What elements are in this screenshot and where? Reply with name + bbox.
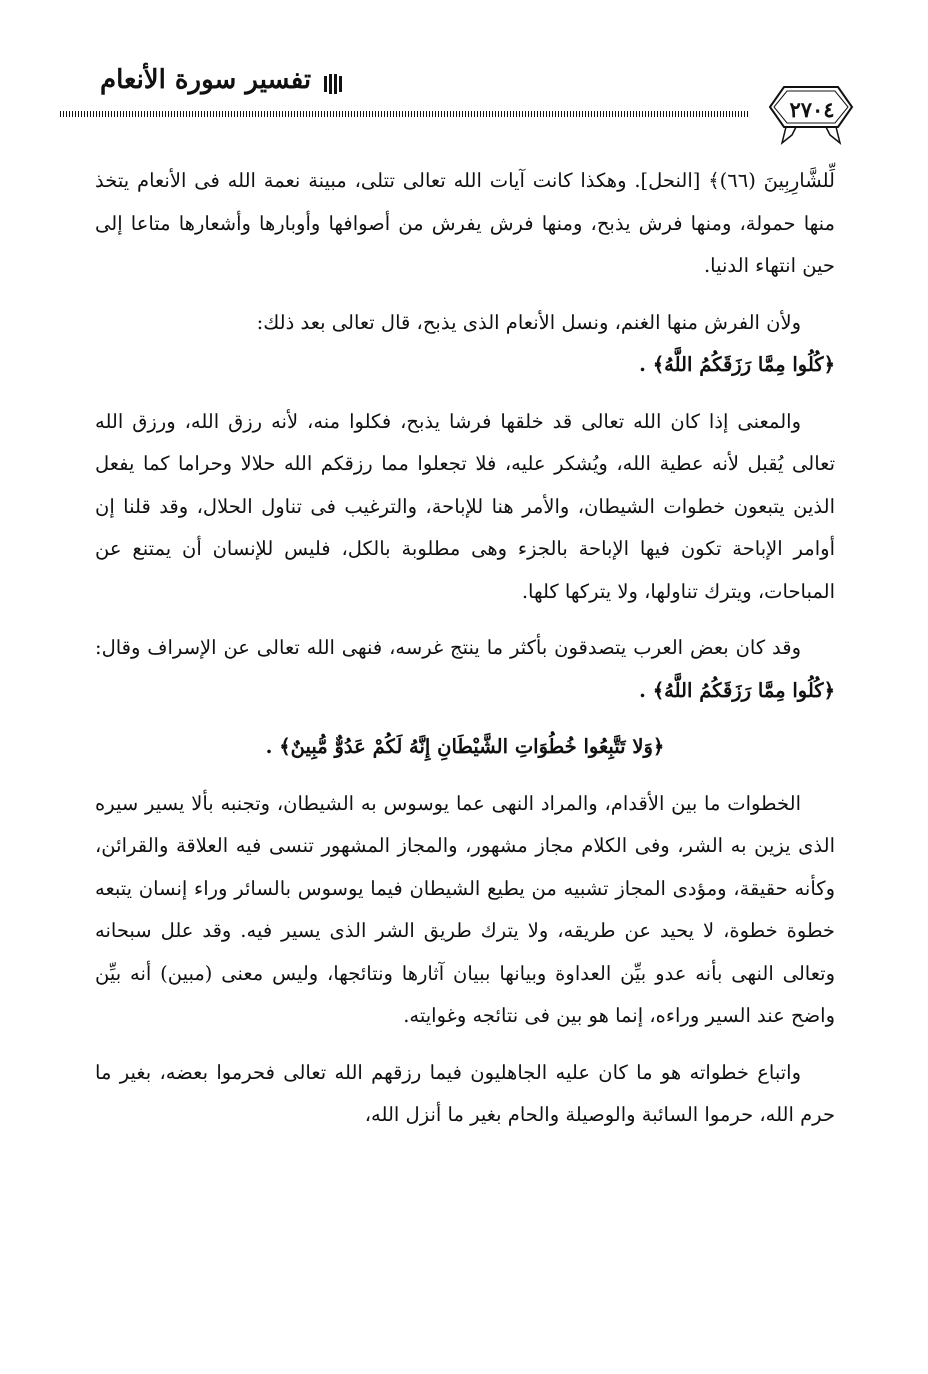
page-header <box>60 55 850 145</box>
paragraph-4-text: وقد كان بعض العرب يتصدقون بأكثر ما ينتج غرسه، فنهى الله تعالى عن الإسراف وقال: <box>95 636 801 659</box>
page-body <box>95 160 835 1151</box>
quran-quote-2: ﴿كُلُوا مِمَّا رَزَقَكُمُ اللَّهُ﴾ . <box>639 678 835 702</box>
paragraph-5: الخطوات ما بين الأقدام، والمراد النهى عما يوسوس به الشيطان، وتجنبه بألا يسير سيره الذى يزين به الشر، وفى الكلام مجاز مشهور، والمجاز المشهور تنسى فيه العلاقة والقرائن، وكأنه حقيقة، ومؤدى المجاز تشبيه من يطيع الشيطان فيما يوسوس بالسائر وراء إنسان يتبعه خطوة خطوة، لا يحيد عن طريقه، ولا يترك طريق الشر الذى يسير فيه. وقد علل سبحانه وتعالى النهى بأنه عدو بيِّن العداوة وبيانها ببيان آثارها ونتائجها، وليس معنى (مبين) أنه بيِّن واضح عند السير وراءه، إنما هو بين فى نتائجه وغوايته. <box>95 791 835 1027</box>
ornament-icon <box>322 73 346 95</box>
paragraph-2-text: ولأن الفرش منها الغنم، ونسل الأنعام الذى يذبح، قال تعالى بعد ذلك: <box>256 310 801 334</box>
running-title: تفسير سورة الأنعام <box>100 65 312 95</box>
paragraph-4 <box>95 627 835 712</box>
paragraph-6: واتباع خطواته هو ما كان عليه الجاهليون فيما رزقهم الله تعالى فحرموا بعضه، بغير ما حرم الله، حرموا السائبة والوصيلة والحام بغير ما أنزل الله، <box>95 1060 835 1126</box>
paragraph-3: والمعنى إذا كان الله تعالى قد خلقها فرشا يذبح، فكلوا منه، لأنه رزق الله، ورزق الله تعالى يُقبل لأنه عطية الله، ويُشكر عليه، فلا تجعلوا مما رزقكم الله حلالا وحراما كما يفعل الذين يتبعون خطوات الشيطان، والأمر هنا للإباحة، والترغيب فى تناول الحلال، وقد قلنا إن أوامر الإباحة تكون فيها الإباحة بالجزء وهى مطلوبة بالكل، فليس للإنسان أن يمتنع عن المباحات، ويترك تناولها، ولا يتركها كلها. <box>95 409 835 603</box>
paragraph-2 <box>95 302 835 387</box>
page-number: ٢٧٠٤ <box>789 97 835 122</box>
quran-quote-1: ﴿كُلُوا مِمَّا رَزَقَكُمُ اللَّهُ﴾ . <box>639 353 835 376</box>
paragraph-1: لِّلشَّارِبِينَ (٦٦)﴾ [النحل]. وهكذا كانت آيات الله تعالى تتلى، مبينة نعمة الله فى الأنعام يتخذ منها حمولة، ومنها فرش يذبح، ومنها فرش يفرش من أصوافها وأوبارها وأشعارها متاعا إلى حين انتهاء الدنيا. <box>95 169 835 277</box>
header-rule <box>60 111 750 117</box>
verse-line: ﴿وَلا تَتَّبِعُوا خُطُوَاتِ الشَّيْطَانِ إِنَّهُ لَكُمْ عَدُوٌّ مُّبِينٌ﴾ . <box>265 735 665 758</box>
